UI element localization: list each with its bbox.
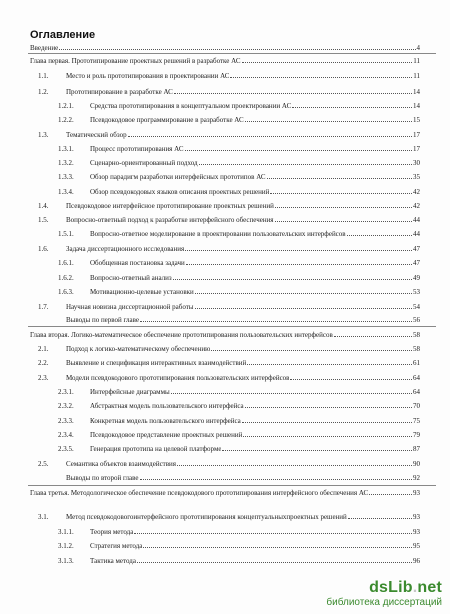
toc-leader-dots	[140, 474, 412, 480]
toc-page-number: 70	[413, 402, 420, 410]
toc-entry-row	[38, 316, 420, 325]
dslib-watermark	[326, 579, 442, 608]
toc-entry-row	[38, 303, 420, 312]
toc-leader-dots	[347, 230, 412, 236]
toc-entry-number: 3.1.3.	[58, 557, 74, 565]
toc-chapter-row	[30, 489, 420, 498]
toc-leader-dots	[247, 359, 412, 365]
toc-entry-title: Обобщенная постановка задачи	[90, 259, 185, 267]
toc-entry-title: Глава первая. Прототипирование проектных решений в разработке АС	[30, 57, 241, 65]
toc-entry-row	[58, 542, 420, 551]
toc-page-number: 4	[416, 44, 420, 52]
watermark-logo: dsLib.net	[369, 579, 442, 596]
toc-entry-title: Конкретная модель пользовательского интерфейса	[90, 417, 241, 425]
toc-entry-title: Псевдокодовое программирование в разработке АС	[90, 116, 244, 124]
toc-entry-title: Научная новизна диссертационной работы	[66, 303, 194, 311]
toc-leader-dots	[137, 557, 412, 563]
toc-page-number: 53	[413, 288, 420, 296]
toc-leader-dots	[134, 528, 412, 534]
toc-page-number: 14	[413, 102, 420, 110]
toc-entry-row	[38, 131, 420, 140]
toc-entry-row	[58, 259, 420, 268]
toc-entry-number: 2.3.4.	[58, 431, 74, 439]
toc-entry-number: 1.7.	[38, 303, 49, 311]
toc-entry-number: 1.4.	[38, 202, 49, 210]
toc-entry-row	[38, 345, 420, 354]
toc-entry-row	[38, 245, 420, 254]
toc-entry-row	[38, 88, 420, 97]
toc-page-number: 58	[413, 345, 420, 353]
toc-entry-title: Обзор парадигм разработки интерфейсных прототипов АС	[90, 173, 266, 181]
toc-entry-row	[38, 513, 420, 522]
toc-leader-dots	[186, 259, 412, 265]
toc-page-number: 11	[413, 57, 420, 65]
toc-page-number: 14	[413, 88, 420, 96]
toc-page-number: 93	[413, 513, 420, 521]
toc-entry-number: 1.1.	[38, 72, 49, 80]
toc-entry-title: Интерфейсные диаграммы	[90, 388, 170, 396]
toc-entry-title: Выводы по второй главе	[66, 474, 139, 482]
toc-entry-title: Задача диссертационного исследования	[66, 245, 185, 253]
toc-entry-row	[58, 188, 420, 197]
toc-page-number: 15	[413, 116, 420, 124]
toc-page-number: 79	[413, 431, 420, 439]
toc-entry-row	[58, 402, 420, 411]
toc-entry-title: Глава третья. Методологическое обеспечение псевдокодового прототипирования интерфейсного обеспечения АС	[30, 489, 369, 497]
toc-entry-title: Абстрактная модель пользовательского интерфейса	[90, 402, 244, 410]
toc-leader-dots	[242, 417, 412, 423]
toc-entry-number: 1.3.1.	[58, 145, 74, 153]
toc-entry-row	[58, 417, 420, 426]
toc-leader-dots	[222, 445, 412, 451]
toc-page-number: 64	[413, 374, 420, 382]
toc-page-number: 90	[413, 460, 420, 468]
toc-entry-number: 1.6.2.	[58, 274, 74, 282]
toc-page-number: 54	[413, 303, 420, 311]
toc-entry-row	[38, 202, 420, 211]
toc-leader-dots	[185, 245, 412, 251]
toc-entry-row	[58, 445, 420, 454]
toc-leader-dots	[185, 145, 412, 151]
toc-entry-title: Мотивационно-целевые установки	[90, 288, 194, 296]
toc-entry-number: 1.3.4.	[58, 188, 74, 196]
toc-entry-title: Место и роль прототипирования в проектировании АС	[66, 72, 230, 80]
toc-entry-row	[58, 102, 420, 111]
watermark-tagline: библиотека диссертаций	[326, 597, 442, 608]
toc-page-number: 92	[413, 474, 420, 482]
toc-leader-dots	[275, 202, 412, 208]
toc-leader-dots	[242, 57, 413, 63]
toc-entry-row	[58, 528, 420, 537]
toc-entry-number: 2.3.	[38, 374, 49, 382]
toc-entry-row	[58, 388, 420, 397]
section-divider	[28, 326, 436, 327]
toc-entry-row	[38, 216, 420, 225]
toc-leader-dots	[275, 216, 412, 222]
toc-entry-number: 1.2.2.	[58, 116, 74, 124]
toc-leader-dots	[292, 102, 412, 108]
toc-entry-row	[38, 374, 420, 383]
toc-entry-title: Метод псевдокодовогоинтерфейсного прототипирования концептуальныхпроектных решений	[66, 513, 347, 521]
toc-leader-dots	[243, 431, 412, 437]
toc-entry-title: Процесс прототипирования АС	[90, 145, 184, 153]
toc-entry-title: Глава вторая. Логико-математическое обеспечение прототипирования пользовательских интерфейсов	[30, 331, 333, 339]
toc-leader-dots	[171, 388, 412, 394]
toc-page-number: 44	[413, 230, 420, 238]
toc-page-number: 95	[413, 542, 420, 550]
toc-leader-dots	[128, 131, 412, 137]
toc-page-number: 58	[413, 331, 420, 339]
toc-entry-number: 1.6.	[38, 245, 49, 253]
toc-entry-title: Прототипирование в разработке АС	[66, 88, 173, 96]
toc-leader-dots	[369, 489, 412, 495]
toc-entry-row	[38, 460, 420, 469]
toc-entry-row	[38, 359, 420, 368]
toc-page-number: 75	[413, 417, 420, 425]
toc-leader-dots	[195, 288, 412, 294]
toc-entry-title: Вопросно-ответный подход к разработке интерфейсного обеспечения	[66, 216, 274, 224]
toc-entry-row	[58, 288, 420, 297]
toc-entry-title: Вопросно-ответный анализ	[90, 274, 172, 282]
toc-heading: Оглавление	[30, 29, 96, 41]
toc-entry-title: Псевдокодовое интерфейсное прототипирование проектных решений	[66, 202, 274, 210]
toc-leader-dots	[173, 274, 412, 280]
toc-chapter-row	[30, 44, 420, 53]
toc-entry-row	[58, 173, 420, 182]
toc-entry-number: 1.2.1.	[58, 102, 74, 110]
section-divider	[28, 485, 436, 486]
toc-leader-dots	[59, 44, 415, 50]
toc-leader-dots	[334, 331, 412, 337]
toc-entry-row	[58, 159, 420, 168]
toc-entry-number: 2.5.	[38, 460, 49, 468]
toc-leader-dots	[230, 72, 412, 78]
toc-entry-row	[58, 145, 420, 154]
toc-entry-title: Псевдокодовое представление проектных решений	[90, 431, 243, 439]
toc-page-number: 93	[413, 528, 420, 536]
toc-leader-dots	[270, 188, 412, 194]
toc-leader-dots	[245, 116, 412, 122]
toc-entry-title: Стратегия метода	[90, 542, 143, 550]
toc-leader-dots	[195, 303, 412, 309]
toc-entry-row	[38, 72, 420, 81]
toc-page-number: 11	[413, 72, 420, 80]
toc-entry-number: 1.3.3.	[58, 173, 74, 181]
toc-entry-number: 1.3.	[38, 131, 49, 139]
toc-chapter-row	[30, 331, 420, 340]
toc-entry-number: 1.2.	[38, 88, 49, 96]
toc-entry-number: 1.3.2.	[58, 159, 74, 167]
toc-entry-title: Обзор псевдокодовых языков описания проектных решений	[90, 188, 270, 196]
toc-entry-title: Выявление и спецификация интерактивных взаимодействий	[66, 359, 247, 367]
toc-entry-number: 3.1.	[38, 513, 49, 521]
toc-page-number: 42	[413, 202, 420, 210]
toc-entry-number: 3.1.1.	[58, 528, 74, 536]
toc-entry-title: Вопросно-ответное моделирование в проектировании пользовательских интерфейсов	[90, 230, 346, 238]
toc-leader-dots	[199, 159, 412, 165]
toc-leader-dots	[211, 345, 412, 351]
toc-leader-dots	[348, 513, 412, 519]
toc-page-number: 44	[413, 216, 420, 224]
toc-chapter-row	[30, 57, 420, 66]
toc-entry-number: 2.3.2.	[58, 402, 74, 410]
toc-entry-row	[58, 230, 420, 239]
toc-leader-dots	[174, 88, 412, 94]
toc-leader-dots	[143, 542, 412, 548]
toc-entry-number: 1.5.1.	[58, 230, 74, 238]
section-divider	[28, 53, 436, 54]
toc-entry-title: Тактика метода	[90, 557, 136, 565]
toc-page-number: 47	[413, 259, 420, 267]
toc-entry-title: Генерация прототипа на целевой платформе	[90, 445, 222, 453]
toc-entry-number: 2.3.3.	[58, 417, 74, 425]
toc-leader-dots	[140, 316, 412, 322]
toc-entry-row	[58, 116, 420, 125]
toc-page-number: 56	[413, 316, 420, 324]
toc-entry-title: Тематический обзор	[66, 131, 127, 139]
toc-page-number: 93	[413, 489, 420, 497]
toc-page-number: 87	[413, 445, 420, 453]
toc-entry-number: 1.6.3.	[58, 288, 74, 296]
toc-page-number: 42	[413, 188, 420, 196]
toc-entry-title: Модели псевдокодового прототипирования пользовательских интерфейсов	[66, 374, 290, 382]
toc-entry-number: 2.2.	[38, 359, 49, 367]
toc-page-number: 47	[413, 245, 420, 253]
toc-entry-number: 3.1.2.	[58, 542, 74, 550]
toc-entry-number: 2.3.1.	[58, 388, 74, 396]
toc-entry-title: Сценарно-ориентированный подход	[90, 159, 198, 167]
toc-leader-dots	[290, 374, 412, 380]
toc-entry-number: 2.1.	[38, 345, 49, 353]
toc-entry-title: Выводы по первой главе	[66, 316, 140, 324]
toc-entry-title: Теория метода	[90, 528, 134, 536]
toc-entry-number: 1.5.	[38, 216, 49, 224]
toc-page-number: 49	[413, 274, 420, 282]
toc-entry-row	[58, 274, 420, 283]
toc-leader-dots	[177, 460, 412, 466]
toc-entry-row	[58, 557, 420, 566]
toc-page-number: 96	[413, 557, 420, 565]
toc-entry-row	[58, 431, 420, 440]
toc-entry-title: Средства прототипирования в концептуальном проектировании АС	[90, 102, 292, 110]
toc-page-number: 61	[413, 359, 420, 367]
toc-entry-title: Подход к логико-математическому обеспечению	[66, 345, 211, 353]
toc-entry-row	[38, 474, 420, 483]
toc-page-number: 30	[413, 159, 420, 167]
toc-page-number: 35	[413, 173, 420, 181]
toc-page-number: 64	[413, 388, 420, 396]
toc-entry-number: 2.3.5.	[58, 445, 74, 453]
toc-leader-dots	[245, 402, 412, 408]
toc-entry-title: Введение	[30, 44, 59, 52]
toc-page-number: 17	[413, 145, 420, 153]
toc-entry-title: Семантика объектов взаимодействия	[66, 460, 177, 468]
toc-entry-number: 1.6.1.	[58, 259, 74, 267]
toc-page-number: 17	[413, 131, 420, 139]
toc-leader-dots	[267, 173, 412, 179]
